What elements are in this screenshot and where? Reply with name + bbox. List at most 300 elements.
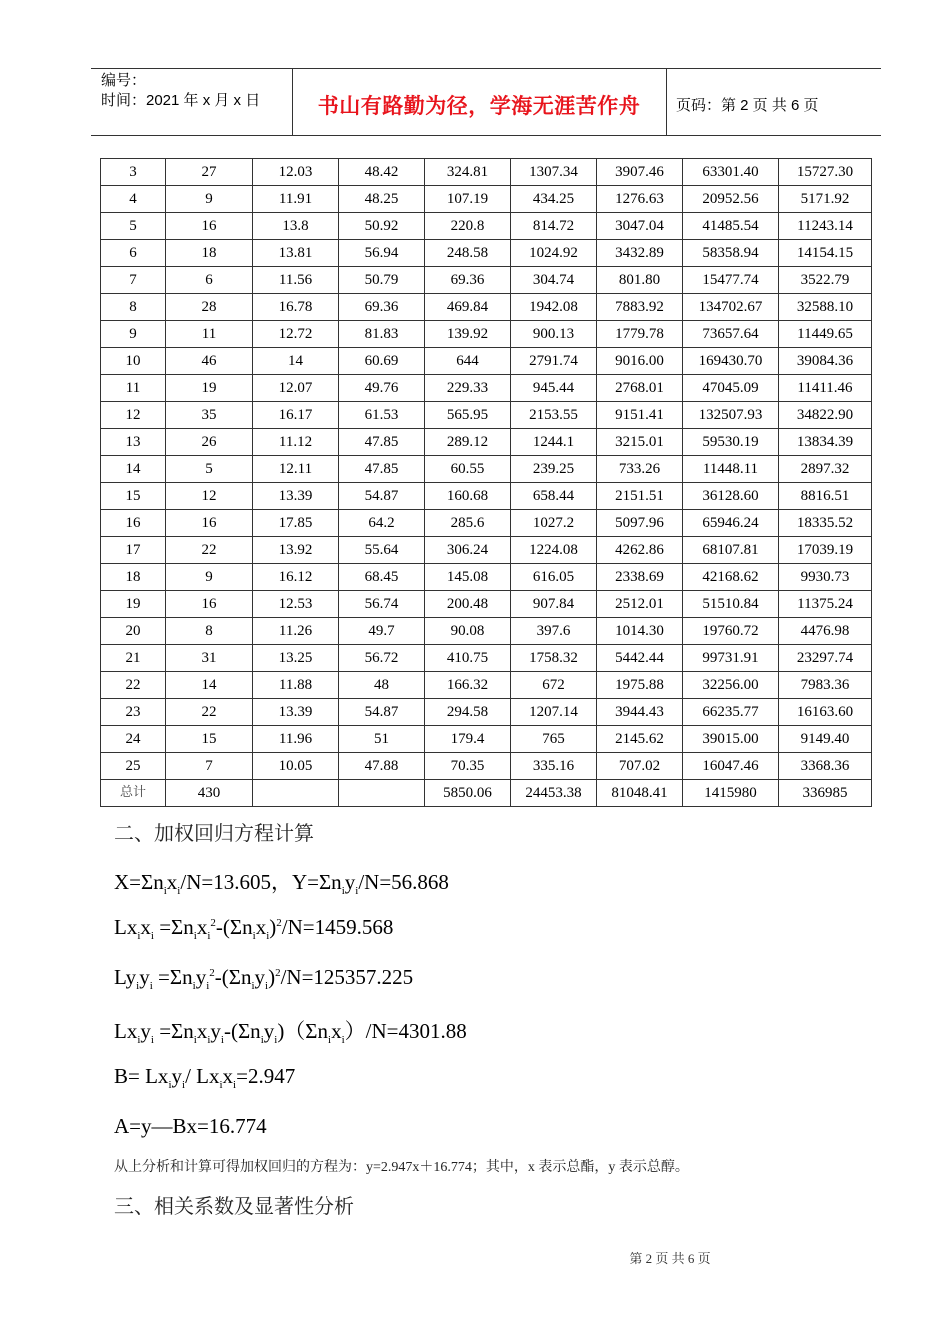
table-cell: 81048.41	[597, 780, 683, 807]
table-cell: 801.80	[597, 267, 683, 294]
table-cell: 19	[166, 375, 253, 402]
table-cell: 2151.51	[597, 483, 683, 510]
table-cell: 18335.52	[779, 510, 872, 537]
table-cell: 19760.72	[683, 618, 779, 645]
table-cell: 16.17	[253, 402, 339, 429]
table-cell: 2791.74	[511, 348, 597, 375]
header-meta	[101, 71, 260, 111]
table-cell: 11	[166, 321, 253, 348]
formula-line	[114, 915, 393, 942]
table-cell: 12.11	[253, 456, 339, 483]
table-cell: 11	[101, 375, 166, 402]
table-cell: 11.91	[253, 186, 339, 213]
table-cell: 14154.15	[779, 240, 872, 267]
table-cell: 5097.96	[597, 510, 683, 537]
table-cell: 48.25	[339, 186, 425, 213]
formula-text: / Lx	[185, 1064, 220, 1088]
formula-text: x	[166, 870, 178, 894]
table-cell: 47045.09	[683, 375, 779, 402]
data-table	[100, 158, 872, 807]
table-cell: 5	[166, 456, 253, 483]
table-cell: 54.87	[339, 699, 425, 726]
table-cell: 16047.46	[683, 753, 779, 780]
table-cell: 21	[101, 645, 166, 672]
table-cell: 336985	[779, 780, 872, 807]
table-cell: 285.6	[425, 510, 511, 537]
table-cell: 672	[511, 672, 597, 699]
formula-subscript: i	[251, 980, 255, 993]
formula-text: =2.947	[236, 1064, 296, 1088]
formula-text: y	[140, 1019, 151, 1043]
formula-text: /N=1459.568	[281, 915, 394, 939]
formula-supscript: 2	[276, 917, 282, 929]
table-cell: 169430.70	[683, 348, 779, 375]
table-cell: 6	[101, 240, 166, 267]
table-cell: 56.72	[339, 645, 425, 672]
table-cell: 17.85	[253, 510, 339, 537]
table-cell: 907.84	[511, 591, 597, 618]
table-cell: 16163.60	[779, 699, 872, 726]
table-cell: 11.88	[253, 672, 339, 699]
table-cell: 7	[101, 267, 166, 294]
table-cell: 200.48	[425, 591, 511, 618]
formula-text: =Σn	[152, 965, 193, 989]
table-cell: 22	[101, 672, 166, 699]
table-cell: 39084.36	[779, 348, 872, 375]
table-cell: 294.58	[425, 699, 511, 726]
table-cell: 49.76	[339, 375, 425, 402]
table-cell: 9	[166, 564, 253, 591]
table-cell: 14	[101, 456, 166, 483]
table-cell: 32588.10	[779, 294, 872, 321]
table-cell: 81.83	[339, 321, 425, 348]
formula-subscript: i	[168, 1079, 172, 1092]
table-row	[101, 456, 872, 483]
table-cell: 70.35	[425, 753, 511, 780]
table-cell: 23297.74	[779, 645, 872, 672]
table-cell: 63301.40	[683, 159, 779, 186]
formula-line	[114, 965, 413, 992]
table-cell: 9	[101, 321, 166, 348]
table-row	[101, 672, 872, 699]
table-cell: 9149.40	[779, 726, 872, 753]
table-cell: 3368.36	[779, 753, 872, 780]
formula-subscript: i	[265, 980, 269, 993]
table-row	[101, 726, 872, 753]
table-cell: 2768.01	[597, 375, 683, 402]
table-cell: 64.2	[339, 510, 425, 537]
table-row	[101, 483, 872, 510]
table-cell: 434.25	[511, 186, 597, 213]
formula-text: )	[269, 915, 277, 939]
table-cell: 2512.01	[597, 591, 683, 618]
table-row	[101, 537, 872, 564]
table-cell: 35	[166, 402, 253, 429]
formula-supscript: 2	[209, 967, 215, 979]
formula-subscript: i	[252, 930, 256, 943]
table-cell: 658.44	[511, 483, 597, 510]
table-cell: 26	[166, 429, 253, 456]
table-cell: 56.94	[339, 240, 425, 267]
table-cell: 16.78	[253, 294, 339, 321]
table-cell: 11448.11	[683, 456, 779, 483]
header-page-number: 页码：第 2 页 共 6 页	[676, 97, 819, 114]
table-cell: 56.74	[339, 591, 425, 618]
table-cell: 565.95	[425, 402, 511, 429]
formula-text: -(Σn	[214, 965, 252, 989]
table-cell: 139.92	[425, 321, 511, 348]
formula-supscript: 2	[275, 967, 281, 979]
table-cell: 12.03	[253, 159, 339, 186]
table-cell: 47.85	[339, 456, 425, 483]
table-row	[101, 213, 872, 240]
formula-text: -(Σn	[223, 1019, 261, 1043]
table-cell: 总计	[101, 780, 166, 807]
table-cell: 12.53	[253, 591, 339, 618]
table-cell: 69.36	[339, 294, 425, 321]
document-time-label: 时间：2021 年 x 月 x 日	[101, 92, 261, 109]
table-cell: 239.25	[511, 456, 597, 483]
table-cell: 13.25	[253, 645, 339, 672]
table-cell: 12.72	[253, 321, 339, 348]
table-cell: 99731.91	[683, 645, 779, 672]
table-cell: 1975.88	[597, 672, 683, 699]
formula-text: y	[139, 965, 150, 989]
formula-text: x	[196, 1019, 208, 1043]
table-cell: 60.55	[425, 456, 511, 483]
table-row	[101, 510, 872, 537]
formula-text: B= Lx	[114, 1064, 169, 1088]
conclusion-paragraph: 从上分析和计算可得加权回归的方程为：y=2.947x＋16.774；其中，x 表示总酯，y 表示总醇。	[114, 1160, 689, 1175]
formula-text: =Σn	[153, 915, 194, 939]
table-cell: 160.68	[425, 483, 511, 510]
table-cell: 15477.74	[683, 267, 779, 294]
table-cell: 28	[166, 294, 253, 321]
table-cell: 46	[166, 348, 253, 375]
table-cell: 73657.64	[683, 321, 779, 348]
table-cell: 68.45	[339, 564, 425, 591]
table-cell: 48	[339, 672, 425, 699]
formula-text: A=y—Bx=16.774	[114, 1114, 267, 1138]
table-row	[101, 267, 872, 294]
table-cell: 15	[166, 726, 253, 753]
table-cell: 49.7	[339, 618, 425, 645]
table-cell: 14	[166, 672, 253, 699]
formula-text: y	[344, 870, 356, 894]
table-cell: 220.8	[425, 213, 511, 240]
formula-text: /N=13.605，Y=Σn	[180, 870, 342, 894]
table-cell: 48.42	[339, 159, 425, 186]
table-cell: 55.64	[339, 537, 425, 564]
table-cell: 47.88	[339, 753, 425, 780]
table-cell: 11.12	[253, 429, 339, 456]
table-cell: 1014.30	[597, 618, 683, 645]
table-cell: 397.6	[511, 618, 597, 645]
table-cell: 20	[101, 618, 166, 645]
formula-subscript: i	[182, 1079, 186, 1092]
table-cell: 9930.73	[779, 564, 872, 591]
table-cell: 34822.90	[779, 402, 872, 429]
table-cell: 1024.92	[511, 240, 597, 267]
table-cell: 50.92	[339, 213, 425, 240]
table-cell: 20952.56	[683, 186, 779, 213]
formula-text: x	[140, 915, 151, 939]
table-cell: 50.79	[339, 267, 425, 294]
table-row	[101, 564, 872, 591]
table-cell: 3432.89	[597, 240, 683, 267]
formula-subscript: i	[328, 1034, 332, 1047]
formula-subscript: i	[137, 1034, 141, 1047]
table-cell: 14	[253, 348, 339, 375]
table-cell: 5442.44	[597, 645, 683, 672]
table-cell: 1244.1	[511, 429, 597, 456]
table-cell: 9	[166, 186, 253, 213]
table-row	[101, 294, 872, 321]
table-cell: 12	[166, 483, 253, 510]
table-cell: 47.85	[339, 429, 425, 456]
formula-subscript: i	[341, 885, 345, 898]
table-cell: 3944.43	[597, 699, 683, 726]
table-cell: 11.96	[253, 726, 339, 753]
table-row	[101, 753, 872, 780]
formula-text: x	[255, 915, 267, 939]
table-cell: 814.72	[511, 213, 597, 240]
table-cell: 7983.36	[779, 672, 872, 699]
formula-text: )	[268, 965, 276, 989]
formula-subscript: i	[192, 980, 196, 993]
table-cell: 289.12	[425, 429, 511, 456]
formula-text: Ly	[114, 965, 137, 989]
formula-subscript: i	[177, 885, 181, 898]
table-cell: 3	[101, 159, 166, 186]
table-cell: 4	[101, 186, 166, 213]
table-row	[101, 159, 872, 186]
formula-subscript: i	[163, 885, 167, 898]
formula-subscript: i	[137, 930, 141, 943]
table-cell: 12.07	[253, 375, 339, 402]
formula-subscript: i	[219, 1079, 223, 1092]
formula-text: -(Σn	[215, 915, 253, 939]
table-row	[101, 402, 872, 429]
formula-text: /N=125357.225	[280, 965, 414, 989]
table-cell: 17	[101, 537, 166, 564]
table-cell: 1758.32	[511, 645, 597, 672]
table-cell: 3047.04	[597, 213, 683, 240]
page-footer: 第 2 页 共 6 页	[629, 1251, 711, 1266]
table-cell: 306.24	[425, 537, 511, 564]
table-cell: 16	[101, 510, 166, 537]
formula-text: x	[331, 1019, 342, 1043]
table-cell: 11.26	[253, 618, 339, 645]
table-cell: 900.13	[511, 321, 597, 348]
table-cell: 13.92	[253, 537, 339, 564]
table-cell: 707.02	[597, 753, 683, 780]
table-row	[101, 375, 872, 402]
table-cell: 11243.14	[779, 213, 872, 240]
formula-subscript: i	[136, 980, 140, 993]
table-cell: 69.36	[425, 267, 511, 294]
formula-supscript: 2	[210, 917, 216, 929]
table-cell: 22	[166, 537, 253, 564]
table-cell: 60.69	[339, 348, 425, 375]
table-cell: 733.26	[597, 456, 683, 483]
formula-text: /N=56.868	[358, 870, 449, 894]
formula-line	[114, 1114, 267, 1139]
formula-text: X=Σn	[114, 870, 164, 894]
formula-subscript: i	[220, 1034, 224, 1047]
table-cell: 304.74	[511, 267, 597, 294]
table-cell: 179.4	[425, 726, 511, 753]
table-row	[101, 429, 872, 456]
table-cell: 32256.00	[683, 672, 779, 699]
formula-subscript: i	[274, 1034, 278, 1047]
table-cell: 16	[166, 591, 253, 618]
formula-text: y	[210, 1019, 221, 1043]
table-cell: 11375.24	[779, 591, 872, 618]
table-cell: 229.33	[425, 375, 511, 402]
formula-subscript: i	[207, 930, 211, 943]
table-cell: 132507.93	[683, 402, 779, 429]
table-cell: 248.58	[425, 240, 511, 267]
table-cell: 616.05	[511, 564, 597, 591]
table-cell: 59530.19	[683, 429, 779, 456]
formula-subscript: i	[149, 980, 153, 993]
table-cell: 430	[166, 780, 253, 807]
formula-text: y	[263, 1019, 275, 1043]
table-cell: 765	[511, 726, 597, 753]
table-cell: 24453.38	[511, 780, 597, 807]
table-cell: 3907.46	[597, 159, 683, 186]
table-cell: 51	[339, 726, 425, 753]
table-row	[101, 321, 872, 348]
formula-subscript: i	[341, 1034, 345, 1047]
formula-line	[114, 1064, 295, 1091]
table-cell: 16	[166, 213, 253, 240]
table-cell: 13834.39	[779, 429, 872, 456]
table-cell: 1207.14	[511, 699, 597, 726]
table-cell: 61.53	[339, 402, 425, 429]
table-cell: 42168.62	[683, 564, 779, 591]
table-cell: 18	[101, 564, 166, 591]
table-cell: 3215.01	[597, 429, 683, 456]
header-motto: 书山有路勤为径，学海无涯苦作舟	[317, 95, 641, 118]
formula-text: x	[196, 915, 208, 939]
table-cell: 8	[166, 618, 253, 645]
formula-line	[114, 1015, 467, 1046]
table-row	[101, 645, 872, 672]
table-cell: 107.19	[425, 186, 511, 213]
formula-text: y	[195, 965, 207, 989]
table-cell: 10.05	[253, 753, 339, 780]
table-row	[101, 186, 872, 213]
formula-text: )（Σn	[277, 1019, 329, 1043]
table-cell: 25	[101, 753, 166, 780]
formula-subscript: i	[233, 1079, 237, 1092]
table-row	[101, 618, 872, 645]
table-cell: 8	[101, 294, 166, 321]
table-cell: 5	[101, 213, 166, 240]
table-cell: 13.39	[253, 699, 339, 726]
table-cell: 41485.54	[683, 213, 779, 240]
formula-text: Lx	[114, 915, 138, 939]
table-cell: 10	[101, 348, 166, 375]
table-cell: 7	[166, 753, 253, 780]
formula-subscript: i	[206, 980, 210, 993]
table-cell: 335.16	[511, 753, 597, 780]
formula-line	[114, 866, 449, 897]
table-cell: 11.56	[253, 267, 339, 294]
table-cell: 13.8	[253, 213, 339, 240]
table-cell: 134702.67	[683, 294, 779, 321]
table-cell: 410.75	[425, 645, 511, 672]
table-row	[101, 780, 872, 807]
formula-subscript: i	[355, 885, 359, 898]
formula-subscript: i	[207, 1034, 211, 1047]
formula-subscript: i	[260, 1034, 264, 1047]
table-cell: 39015.00	[683, 726, 779, 753]
table-cell: 66235.77	[683, 699, 779, 726]
formula-text: y	[254, 965, 266, 989]
table-cell: 27	[166, 159, 253, 186]
table-cell: 2145.62	[597, 726, 683, 753]
table-row	[101, 348, 872, 375]
table-cell: 6	[166, 267, 253, 294]
table-cell: 90.08	[425, 618, 511, 645]
document-number-label: 编号：	[101, 72, 147, 89]
table-cell: 15	[101, 483, 166, 510]
formula-text: Lx	[114, 1019, 138, 1043]
table-cell: 24	[101, 726, 166, 753]
table-cell: 23	[101, 699, 166, 726]
table-cell: 11411.46	[779, 375, 872, 402]
table-cell: 1224.08	[511, 537, 597, 564]
table-cell: 58358.94	[683, 240, 779, 267]
table-cell: 9016.00	[597, 348, 683, 375]
table-cell: 16	[166, 510, 253, 537]
table-cell: 166.32	[425, 672, 511, 699]
section-2-heading: 二、加权回归方程计算	[114, 823, 314, 845]
formula-subscript: i	[193, 1034, 197, 1047]
section-3-heading: 三、相关系数及显著性分析	[114, 1196, 354, 1218]
table-cell: 5850.06	[425, 780, 511, 807]
table-cell: 2338.69	[597, 564, 683, 591]
table-cell: 54.87	[339, 483, 425, 510]
table-cell: 16.12	[253, 564, 339, 591]
table-cell: 1779.78	[597, 321, 683, 348]
table-cell: 65946.24	[683, 510, 779, 537]
table-cell: 7883.92	[597, 294, 683, 321]
table-cell: 68107.81	[683, 537, 779, 564]
formula-subscript: i	[266, 930, 270, 943]
table-row	[101, 591, 872, 618]
table-cell: 145.08	[425, 564, 511, 591]
table-cell: 9151.41	[597, 402, 683, 429]
table-cell: 469.84	[425, 294, 511, 321]
formula-subscript: i	[150, 930, 154, 943]
header-top-rule	[91, 68, 881, 69]
formula-text: ）/N=4301.88	[344, 1019, 467, 1043]
table-cell: 18	[166, 240, 253, 267]
table-cell: 1415980	[683, 780, 779, 807]
table-cell: 36128.60	[683, 483, 779, 510]
table-cell: 4262.86	[597, 537, 683, 564]
table-cell	[253, 780, 339, 807]
table-cell: 2897.32	[779, 456, 872, 483]
formula-subscript: i	[150, 1034, 154, 1047]
table-cell: 8816.51	[779, 483, 872, 510]
table-row	[101, 699, 872, 726]
table-cell	[339, 780, 425, 807]
